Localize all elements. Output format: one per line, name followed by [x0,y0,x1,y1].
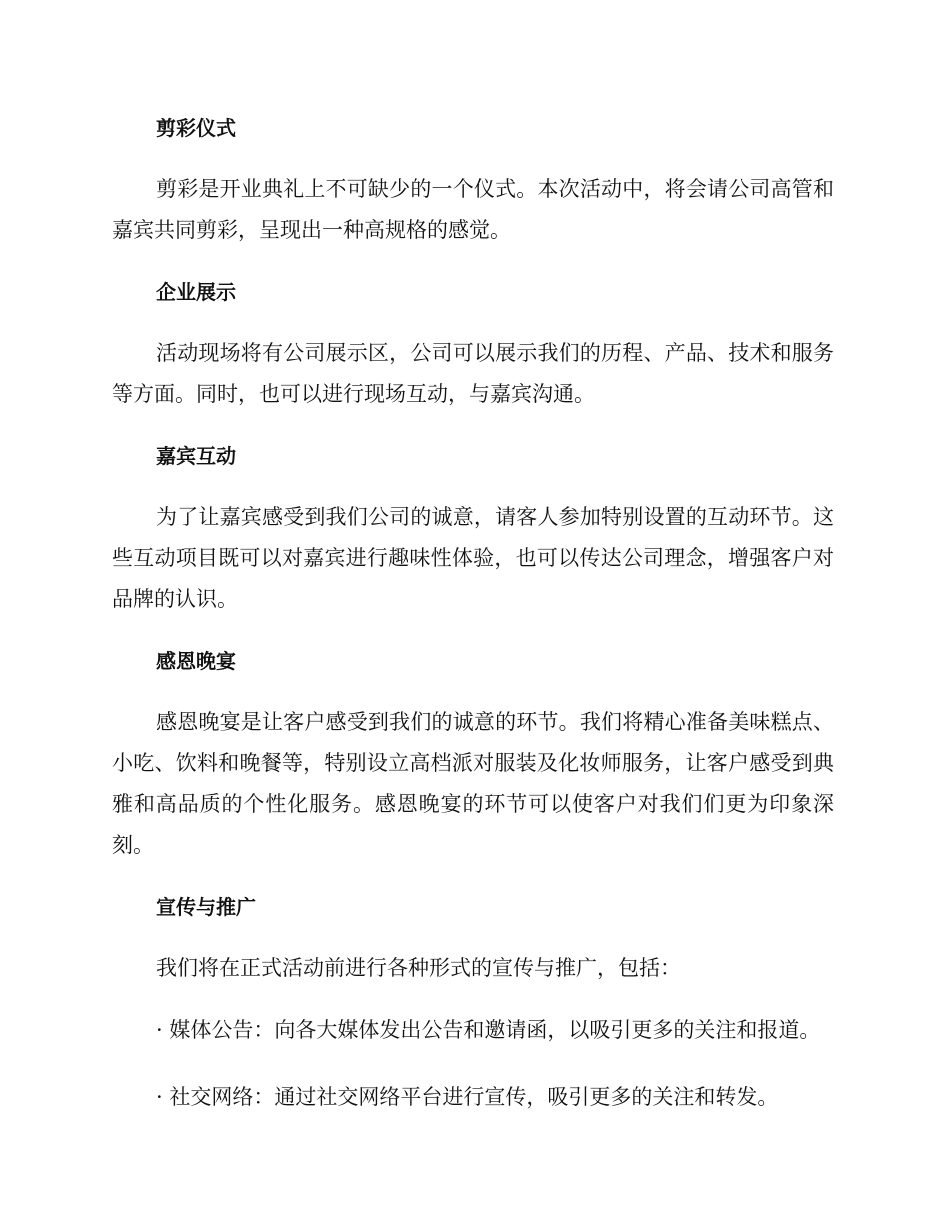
paragraph-guest-interaction: 为了让嘉宾感受到我们公司的诚意，请客人参加特别设置的互动环节。这些互动项目既可以对嘉宾进行趣味性体验，也可以传达公司理念，增强客户对品牌的认识。 [112,505,834,611]
paragraph-ribbon-cutting: 剪彩是开业典礼上不可缺少的一个仪式。本次活动中，将会请公司高管和嘉宾共同剪彩，呈现出一种高规格的感觉。 [112,177,834,242]
document-page [112,108,834,1139]
section-heading-thanksgiving-dinner: 感恩晚宴 [156,649,236,673]
list-item-media-announcement: · 媒体公告：向各大媒体发出公告和邀请函，以吸引更多的关注和报道。 [156,1018,821,1042]
section-heading-company-showcase: 企业展示 [156,280,236,304]
section-heading-ribbon-cutting: 剪彩仪式 [156,116,236,140]
paragraph-company-showcase: 活动现场将有公司展示区，公司可以展示我们的历程、产品、技术和服务等方面。同时，也可以进行现场互动，与嘉宾沟通。 [112,341,834,406]
list-item-social-network: · 社交网络：通过社交网络平台进行宣传，吸引更多的关注和转发。 [156,1085,779,1109]
paragraph-thanksgiving-dinner: 感恩晚宴是让客户感受到我们的诚意的环节。我们将精心准备美味糕点、小吃、饮料和晚餐等，特别设立高档派对服装及化妆师服务，让客户感受到典雅和高品质的个性化服务。感恩晚宴的环节可以使客户对我们们更为印象深刻。 [112,710,834,857]
paragraph-promotion-intro: 我们将在正式活动前进行各种形式的宣传与推广，包括： [156,956,681,980]
section-heading-guest-interaction: 嘉宾互动 [156,444,236,468]
section-heading-promotion: 宣传与推广 [156,895,256,919]
